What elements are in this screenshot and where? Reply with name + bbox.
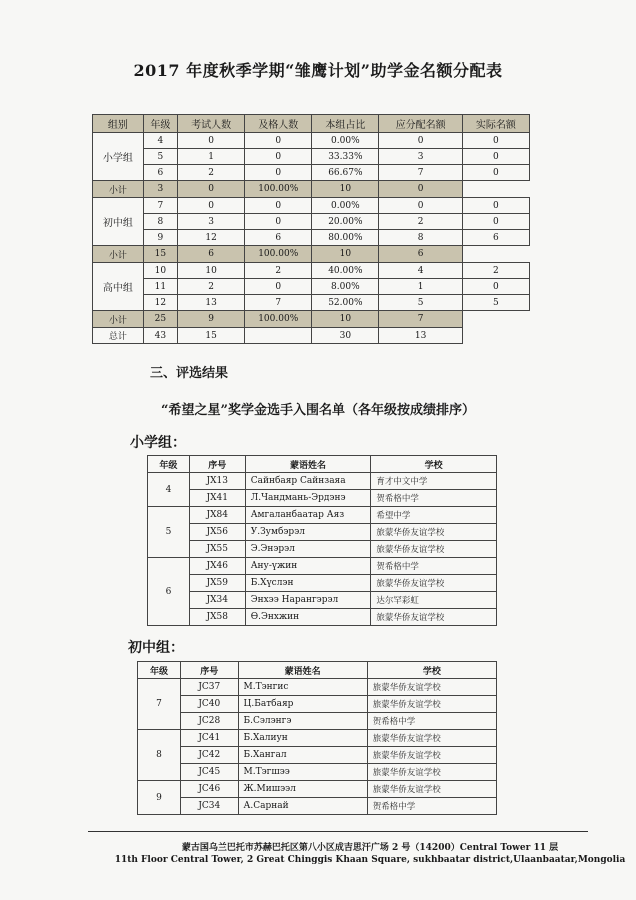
candidate-header-cell: 学校 <box>371 456 497 473</box>
candidate-school: 希望中学 <box>371 507 497 524</box>
candidate-school: 旅蒙华侨友谊学校 <box>367 764 496 781</box>
quota-cell: 7 <box>143 198 177 214</box>
candidate-name: Амгаланбаатар Аяз <box>245 507 371 524</box>
footer-address-english: 11th Floor Central Tower, 2 Great Chinggis Khaan Square, sukhbaatar district,Ulaanbaatar,Mongolia <box>114 855 626 865</box>
candidate-row <box>148 558 497 575</box>
quota-total-cell: 15 <box>178 328 245 344</box>
quota-cell: 9 <box>143 230 177 246</box>
quota-header-cell: 本组占比 <box>312 115 379 133</box>
quota-cell: 6 <box>462 230 529 246</box>
candidate-school: 贺希格中学 <box>367 713 496 730</box>
quota-allocation-table <box>92 114 530 344</box>
quota-header-cell: 及格人数 <box>245 115 312 133</box>
quota-cell: 2 <box>462 263 529 279</box>
quota-cell: 2 <box>245 263 312 279</box>
quota-cell: 1 <box>379 279 462 295</box>
candidate-id: JX55 <box>189 541 245 558</box>
quota-subtotal-cell: 3 <box>143 181 177 198</box>
quota-header-cell: 年级 <box>143 115 177 133</box>
quota-row <box>93 230 530 246</box>
quota-cell: 3 <box>379 149 462 165</box>
candidate-header-cell: 序号 <box>189 456 245 473</box>
candidate-name: Б.Хангал <box>238 747 367 764</box>
candidate-id: JX46 <box>189 558 245 575</box>
quota-subtotal-cell: 小计 <box>93 246 144 263</box>
quota-cell: 0 <box>245 133 312 149</box>
candidate-list-title: “希望之星”奖学金选手入围名单（各年级按成绩排序） <box>161 403 475 418</box>
quota-cell: 8 <box>379 230 462 246</box>
candidate-header-cell: 年级 <box>148 456 190 473</box>
candidate-name: Ж.Мишээл <box>238 781 367 798</box>
quota-cell: 0 <box>379 198 462 214</box>
quota-cell: 13 <box>178 295 245 311</box>
candidate-header-cell: 年级 <box>138 662 181 679</box>
candidate-id: JX58 <box>189 609 245 626</box>
candidate-row <box>138 679 497 696</box>
candidate-header-row <box>148 456 497 473</box>
candidate-name: Б.Халиун <box>238 730 367 747</box>
candidate-id: JC37 <box>181 679 238 696</box>
quota-group-name: 小学组 <box>93 133 144 181</box>
quota-cell: 5 <box>379 295 462 311</box>
quota-subtotal-cell: 7 <box>379 311 462 328</box>
quota-subtotal-cell: 10 <box>312 246 379 263</box>
quota-subtotal-cell: 10 <box>312 311 379 328</box>
candidate-id: JC40 <box>181 696 238 713</box>
candidate-grade: 5 <box>148 507 190 558</box>
candidate-id: JX13 <box>189 473 245 490</box>
candidate-name: М.Тэнгис <box>238 679 367 696</box>
quota-cell: 12 <box>178 230 245 246</box>
candidate-row <box>138 764 497 781</box>
candidate-school: 旅蒙华侨友谊学校 <box>367 781 496 798</box>
candidate-row <box>138 747 497 764</box>
quota-cell: 5 <box>143 149 177 165</box>
candidate-row <box>148 507 497 524</box>
quota-cell: 8 <box>143 214 177 230</box>
candidate-row <box>138 713 497 730</box>
quota-cell: 0 <box>462 214 529 230</box>
primary-group-label: 小学组： <box>130 435 186 451</box>
quota-subtotal-cell: 0 <box>178 181 245 198</box>
candidate-school: 贺希格中学 <box>371 490 497 507</box>
quota-cell: 11 <box>143 279 177 295</box>
candidate-school: 旅蒙华侨友谊学校 <box>367 696 496 713</box>
quota-cell: 0 <box>178 198 245 214</box>
quota-subtotal-cell: 小计 <box>93 311 144 328</box>
quota-row <box>93 263 530 279</box>
candidate-id: JC42 <box>181 747 238 764</box>
candidate-name: Б.Хүслэн <box>245 575 371 592</box>
footer-divider <box>88 831 588 832</box>
candidate-row <box>148 609 497 626</box>
quota-cell: 7 <box>245 295 312 311</box>
quota-cell: 0 <box>462 149 529 165</box>
candidate-school: 贺希格中学 <box>371 558 497 575</box>
quota-subtotal-row <box>93 246 530 263</box>
quota-row <box>93 133 530 149</box>
candidate-header-row <box>138 662 497 679</box>
candidate-row <box>148 592 497 609</box>
quota-row <box>93 214 530 230</box>
quota-subtotal-row <box>93 311 530 328</box>
quota-cell: 4 <box>143 133 177 149</box>
candidate-school: 旅蒙华侨友谊学校 <box>371 541 497 558</box>
quota-row <box>93 295 530 311</box>
candidate-row <box>148 541 497 558</box>
candidate-name: У.Зумбэрэл <box>245 524 371 541</box>
candidate-id: JX56 <box>189 524 245 541</box>
candidate-name: М.Тэгшээ <box>238 764 367 781</box>
candidate-grade: 7 <box>138 679 181 730</box>
primary-candidates-table <box>147 455 497 626</box>
quota-total-cell: 30 <box>312 328 379 344</box>
quota-subtotal-cell: 小计 <box>93 181 144 198</box>
candidate-id: JX84 <box>189 507 245 524</box>
candidate-header-cell: 序号 <box>181 662 238 679</box>
quota-cell: 20.00% <box>312 214 379 230</box>
candidate-row <box>138 696 497 713</box>
candidate-name: Энхээ Нарангэрэл <box>245 592 371 609</box>
page-title: 2017 年度秋季学期“雏鹰计划”助学金名额分配表 <box>133 61 503 80</box>
quota-total-cell: 总计 <box>93 328 144 344</box>
candidate-id: JX59 <box>189 575 245 592</box>
candidate-school: 达尔罕彩虹 <box>371 592 497 609</box>
section-heading: 三、评选结果 <box>150 366 229 381</box>
quota-subtotal-cell: 15 <box>143 246 177 263</box>
candidate-grade: 4 <box>148 473 190 507</box>
candidate-grade: 9 <box>138 781 181 815</box>
candidate-row <box>148 575 497 592</box>
candidate-header-cell: 学校 <box>367 662 496 679</box>
candidate-name: Л.Чандмань-Эрдэнэ <box>245 490 371 507</box>
quota-subtotal-row <box>93 181 530 198</box>
candidate-school: 旅蒙华侨友谊学校 <box>367 679 496 696</box>
candidate-school: 旅蒙华侨友谊学校 <box>367 747 496 764</box>
quota-row <box>93 149 530 165</box>
candidate-school: 育才中文中学 <box>371 473 497 490</box>
quota-cell: 0 <box>462 198 529 214</box>
candidate-grade: 6 <box>148 558 190 626</box>
candidate-school: 旅蒙华侨友谊学校 <box>371 609 497 626</box>
quota-total-cell: 13 <box>379 328 462 344</box>
candidate-name: Ө.Энхжин <box>245 609 371 626</box>
quota-cell: 0.00% <box>312 198 379 214</box>
quota-cell: 52.00% <box>312 295 379 311</box>
quota-cell: 5 <box>462 295 529 311</box>
quota-subtotal-cell: 9 <box>178 311 245 328</box>
quota-cell: 7 <box>379 165 462 181</box>
quota-row <box>93 279 530 295</box>
quota-cell: 0 <box>379 133 462 149</box>
quota-cell: 0 <box>245 165 312 181</box>
candidate-row <box>138 730 497 747</box>
candidate-school: 旅蒙华侨友谊学校 <box>371 575 497 592</box>
candidate-name: Ану-үжин <box>245 558 371 575</box>
quota-cell: 2 <box>379 214 462 230</box>
candidate-id: JC41 <box>181 730 238 747</box>
quota-cell: 6 <box>245 230 312 246</box>
quota-total-cell <box>245 328 312 344</box>
quota-cell: 0 <box>462 279 529 295</box>
quota-cell: 0 <box>245 149 312 165</box>
quota-subtotal-cell: 0 <box>379 181 462 198</box>
candidate-id: JC45 <box>181 764 238 781</box>
candidate-school: 旅蒙华侨友谊学校 <box>367 730 496 747</box>
candidate-name: Э.Энэрэл <box>245 541 371 558</box>
candidate-id: JC46 <box>181 781 238 798</box>
quota-cell: 4 <box>379 263 462 279</box>
candidate-row <box>148 524 497 541</box>
candidate-header-cell: 蒙语姓名 <box>238 662 367 679</box>
quota-group-name: 高中组 <box>93 263 144 311</box>
quota-cell: 0 <box>245 279 312 295</box>
quota-cell: 12 <box>143 295 177 311</box>
candidate-id: JC28 <box>181 713 238 730</box>
quota-cell: 10 <box>143 263 177 279</box>
quota-row <box>93 165 530 181</box>
quota-cell: 10 <box>178 263 245 279</box>
quota-header-cell: 考试人数 <box>178 115 245 133</box>
quota-subtotal-cell: 100.00% <box>245 246 312 263</box>
quota-subtotal-cell: 6 <box>178 246 245 263</box>
quota-cell: 66.67% <box>312 165 379 181</box>
quota-cell: 0 <box>245 198 312 214</box>
quota-subtotal-cell: 100.00% <box>245 181 312 198</box>
quota-header-row <box>93 115 530 133</box>
quota-row <box>93 198 530 214</box>
quota-cell: 0.00% <box>312 133 379 149</box>
quota-subtotal-cell: 100.00% <box>245 311 312 328</box>
candidate-row <box>148 490 497 507</box>
candidate-id: JX34 <box>189 592 245 609</box>
footer-address-chinese: 蒙古国乌兰巴托市苏赫巴托区第八小区成吉思汗广场 2 号（14200）Central Tower 11 层 <box>181 843 559 853</box>
quota-cell: 3 <box>178 214 245 230</box>
quota-total-row <box>93 328 530 344</box>
middle-group-label: 初中组： <box>128 640 184 656</box>
quota-cell: 40.00% <box>312 263 379 279</box>
candidate-row <box>138 781 497 798</box>
quota-cell: 80.00% <box>312 230 379 246</box>
candidate-header-cell: 蒙语姓名 <box>245 456 371 473</box>
quota-subtotal-cell: 25 <box>143 311 177 328</box>
candidate-school: 旅蒙华侨友谊学校 <box>371 524 497 541</box>
quota-cell: 33.33% <box>312 149 379 165</box>
quota-subtotal-cell: 10 <box>312 181 379 198</box>
candidate-name: Б.Сэлэнгэ <box>238 713 367 730</box>
candidate-name: Сайнбаяр Сайнзаяа <box>245 473 371 490</box>
candidate-row <box>138 798 497 815</box>
quota-header-cell: 组别 <box>93 115 144 133</box>
quota-total-cell: 43 <box>143 328 177 344</box>
candidate-id: JC34 <box>181 798 238 815</box>
quota-cell: 0 <box>462 165 529 181</box>
quota-cell: 2 <box>178 279 245 295</box>
candidate-school: 贺希格中学 <box>367 798 496 815</box>
middle-candidates-table <box>137 661 497 815</box>
candidate-id: JX41 <box>189 490 245 507</box>
candidate-row <box>148 473 497 490</box>
candidate-grade: 8 <box>138 730 181 781</box>
quota-subtotal-cell: 6 <box>379 246 462 263</box>
quota-cell: 1 <box>178 149 245 165</box>
candidate-name: А.Сарнай <box>238 798 367 815</box>
quota-header-cell: 应分配名额 <box>379 115 462 133</box>
quota-cell: 2 <box>178 165 245 181</box>
quota-cell: 6 <box>143 165 177 181</box>
quota-group-name: 初中组 <box>93 198 144 246</box>
quota-header-cell: 实际名额 <box>462 115 529 133</box>
quota-cell: 0 <box>462 133 529 149</box>
quota-cell: 0 <box>178 133 245 149</box>
quota-cell: 0 <box>245 214 312 230</box>
quota-cell: 8.00% <box>312 279 379 295</box>
candidate-name: Ц.Батбаяр <box>238 696 367 713</box>
